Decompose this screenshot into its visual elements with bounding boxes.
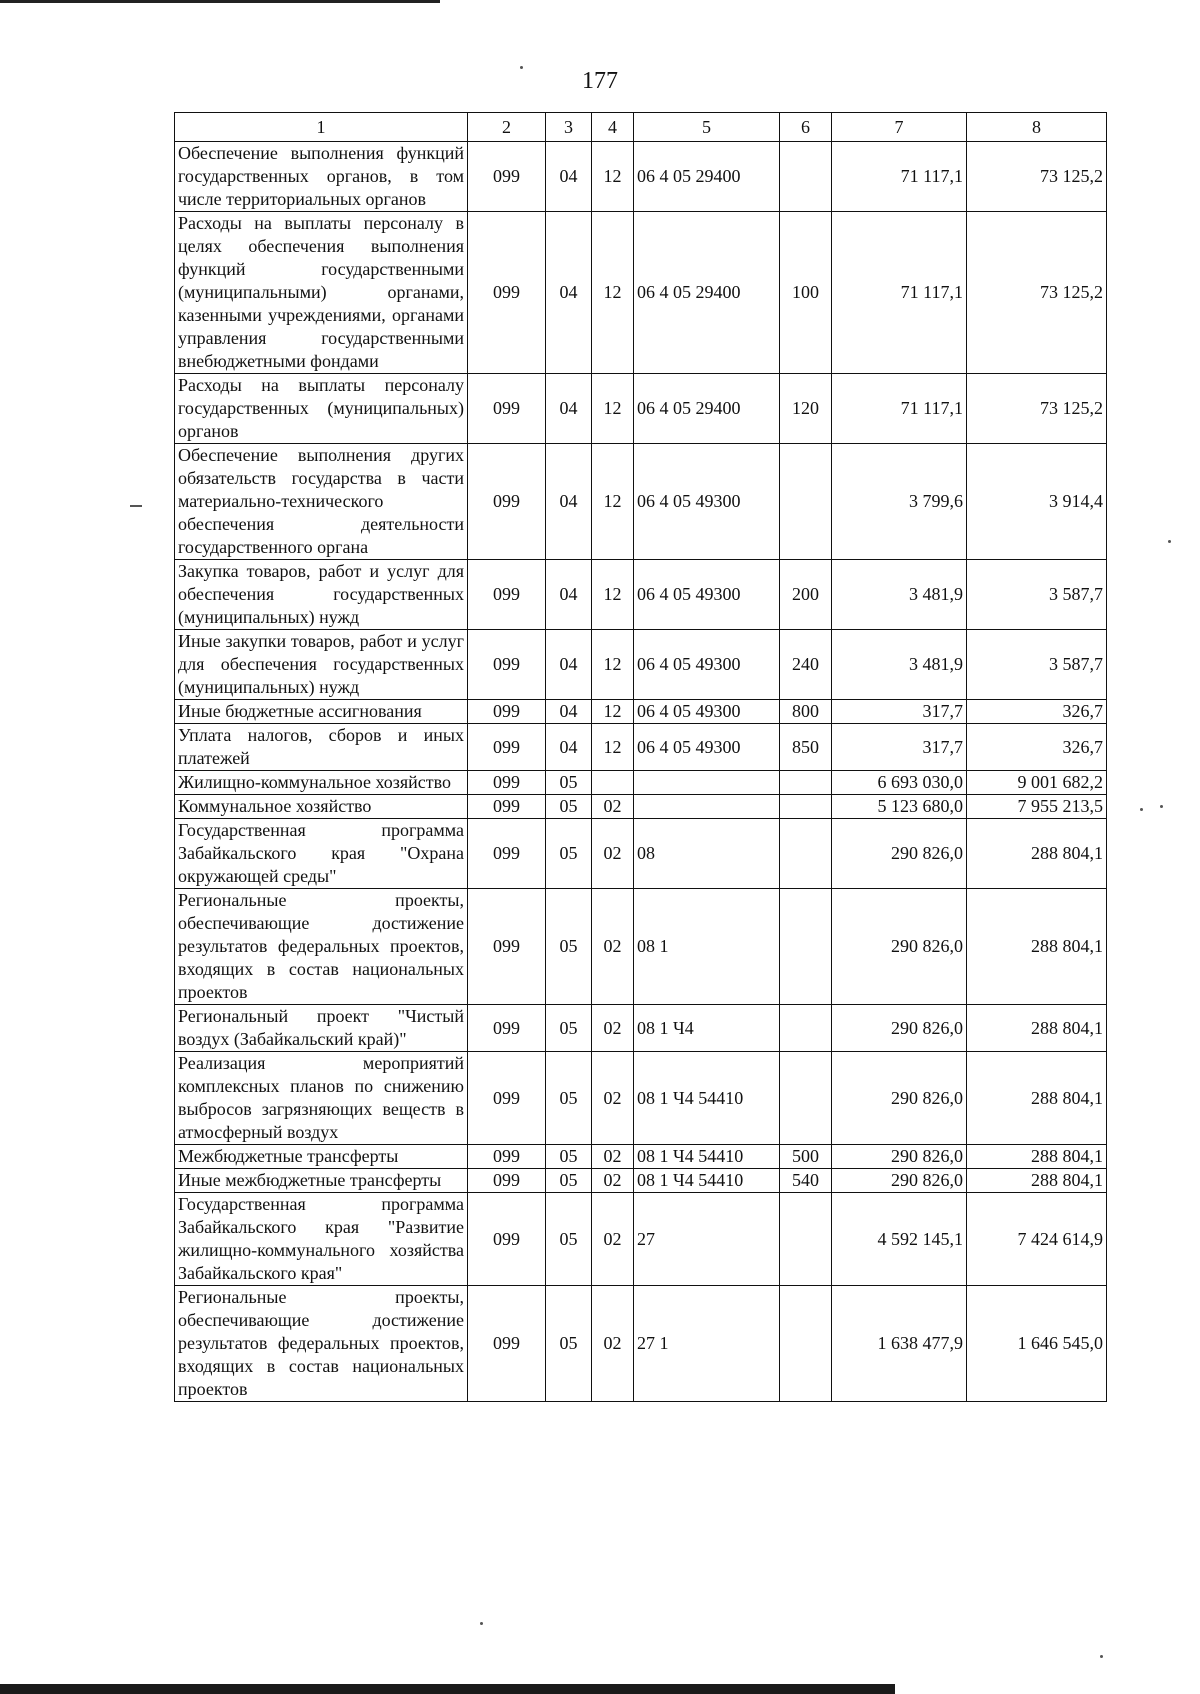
table-row: [175, 1005, 1107, 1052]
amount-col8-cell: 3 914,4: [967, 444, 1107, 560]
item-name-cell: Расходы на выплаты персоналу государственных (муниципальных) органов: [175, 374, 468, 444]
section-code-cell: 05: [546, 1145, 592, 1169]
target-article-cell: 08 1 Ч4 54410: [634, 1052, 780, 1145]
section-code-cell: 05: [546, 819, 592, 889]
section-code-cell: 04: [546, 560, 592, 630]
table-row: [175, 700, 1107, 724]
table-row: [175, 444, 1107, 560]
amount-col8-cell: 7 955 213,5: [967, 795, 1107, 819]
expense-type-cell: 500: [780, 1145, 832, 1169]
ministry-code-cell: 099: [468, 374, 546, 444]
amount-col8-cell: 288 804,1: [967, 889, 1107, 1005]
amount-col7-cell: 290 826,0: [832, 1169, 967, 1193]
target-article-cell: [634, 771, 780, 795]
section-code-cell: 04: [546, 142, 592, 212]
section-code-cell: 05: [546, 795, 592, 819]
column-header: 7: [832, 113, 967, 142]
amount-col8-cell: 9 001 682,2: [967, 771, 1107, 795]
subsection-code-cell: 02: [592, 889, 634, 1005]
item-name-cell: Закупка товаров, работ и услуг для обеспечения государственных (муниципальных) нужд: [175, 560, 468, 630]
amount-col8-cell: 3 587,7: [967, 630, 1107, 700]
subsection-code-cell: 02: [592, 1286, 634, 1402]
expense-type-cell: 100: [780, 212, 832, 374]
section-code-cell: 05: [546, 1169, 592, 1193]
ministry-code-cell: 099: [468, 142, 546, 212]
item-name-cell: Реализация мероприятий комплексных планов по снижению выбросов загрязняющих веществ в атмосферный воздух: [175, 1052, 468, 1145]
ministry-code-cell: 099: [468, 1052, 546, 1145]
item-name-cell: Государственная программа Забайкальского края "Развитие жилищно-коммунального хозяйства Забайкальского края": [175, 1193, 468, 1286]
subsection-code-cell: 02: [592, 1193, 634, 1286]
item-name-cell: Коммунальное хозяйство: [175, 795, 468, 819]
amount-col7-cell: 290 826,0: [832, 819, 967, 889]
section-code-cell: 05: [546, 1052, 592, 1145]
scan-speck: [1168, 540, 1171, 543]
item-name-cell: Жилищно-коммунальное хозяйство: [175, 771, 468, 795]
amount-col7-cell: 290 826,0: [832, 1005, 967, 1052]
budget-table: [174, 112, 1107, 1402]
ministry-code-cell: 099: [468, 444, 546, 560]
amount-col8-cell: 3 587,7: [967, 560, 1107, 630]
subsection-code-cell: 02: [592, 1005, 634, 1052]
ministry-code-cell: 099: [468, 889, 546, 1005]
scan-speck: [1140, 808, 1143, 811]
expense-type-cell: [780, 444, 832, 560]
ministry-code-cell: 099: [468, 819, 546, 889]
target-article-cell: 06 4 05 49300: [634, 560, 780, 630]
subsection-code-cell: 12: [592, 724, 634, 771]
amount-col8-cell: 73 125,2: [967, 374, 1107, 444]
column-header: 5: [634, 113, 780, 142]
table-row: [175, 212, 1107, 374]
amount-col7-cell: 5 123 680,0: [832, 795, 967, 819]
table-row: [175, 630, 1107, 700]
ministry-code-cell: 099: [468, 1005, 546, 1052]
expense-type-cell: [780, 889, 832, 1005]
expense-type-cell: [780, 1052, 832, 1145]
amount-col8-cell: 288 804,1: [967, 1005, 1107, 1052]
item-name-cell: Иные бюджетные ассигнования: [175, 700, 468, 724]
target-article-cell: 27: [634, 1193, 780, 1286]
expense-type-cell: 540: [780, 1169, 832, 1193]
amount-col7-cell: 290 826,0: [832, 889, 967, 1005]
subsection-code-cell: 02: [592, 819, 634, 889]
ministry-code-cell: 099: [468, 700, 546, 724]
table-row: [175, 724, 1107, 771]
amount-col7-cell: 3 481,9: [832, 630, 967, 700]
scan-speck: [520, 66, 523, 69]
item-name-cell: Региональный проект "Чистый воздух (Забайкальский край)": [175, 1005, 468, 1052]
section-code-cell: 04: [546, 212, 592, 374]
ministry-code-cell: 099: [468, 212, 546, 374]
item-name-cell: Региональные проекты, обеспечивающие достижение результатов федеральных проектов, входящих в состав национальных проектов: [175, 889, 468, 1005]
target-article-cell: 08 1 Ч4: [634, 1005, 780, 1052]
item-name-cell: Региональные проекты, обеспечивающие достижение результатов федеральных проектов, входящих в состав национальных проектов: [175, 1286, 468, 1402]
table-row: [175, 819, 1107, 889]
ministry-code-cell: 099: [468, 724, 546, 771]
section-code-cell: 05: [546, 889, 592, 1005]
scan-edge-bottom: [0, 1684, 895, 1694]
subsection-code-cell: [592, 771, 634, 795]
amount-col8-cell: 288 804,1: [967, 1145, 1107, 1169]
target-article-cell: 06 4 05 29400: [634, 374, 780, 444]
amount-col7-cell: 317,7: [832, 724, 967, 771]
table-row: [175, 889, 1107, 1005]
amount-col7-cell: 3 799,6: [832, 444, 967, 560]
expense-type-cell: [780, 819, 832, 889]
table-row: [175, 1145, 1107, 1169]
ministry-code-cell: 099: [468, 795, 546, 819]
section-code-cell: 05: [546, 1005, 592, 1052]
target-article-cell: 06 4 05 49300: [634, 700, 780, 724]
expense-type-cell: [780, 771, 832, 795]
expense-type-cell: [780, 1193, 832, 1286]
section-code-cell: 05: [546, 1193, 592, 1286]
amount-col8-cell: 7 424 614,9: [967, 1193, 1107, 1286]
section-code-cell: 04: [546, 724, 592, 771]
expense-type-cell: 850: [780, 724, 832, 771]
section-code-cell: 05: [546, 1286, 592, 1402]
amount-col8-cell: 326,7: [967, 724, 1107, 771]
ministry-code-cell: 099: [468, 771, 546, 795]
section-code-cell: 04: [546, 700, 592, 724]
item-name-cell: Обеспечение выполнения других обязательств государства в части материально-технического обеспечения деятельности государственного органа: [175, 444, 468, 560]
column-header: 8: [967, 113, 1107, 142]
scan-speck: [1160, 805, 1163, 808]
table-row: [175, 1169, 1107, 1193]
amount-col7-cell: 290 826,0: [832, 1145, 967, 1169]
target-article-cell: [634, 795, 780, 819]
amount-col7-cell: 290 826,0: [832, 1052, 967, 1145]
table-row: [175, 795, 1107, 819]
expense-type-cell: [780, 795, 832, 819]
amount-col7-cell: 4 592 145,1: [832, 1193, 967, 1286]
target-article-cell: 27 1: [634, 1286, 780, 1402]
expense-type-cell: [780, 142, 832, 212]
subsection-code-cell: 12: [592, 444, 634, 560]
item-name-cell: Обеспечение выполнения функций государственных органов, в том числе территориальных органов: [175, 142, 468, 212]
subsection-code-cell: 12: [592, 560, 634, 630]
target-article-cell: 08 1 Ч4 54410: [634, 1169, 780, 1193]
column-header: 2: [468, 113, 546, 142]
amount-col7-cell: 3 481,9: [832, 560, 967, 630]
amount-col7-cell: 317,7: [832, 700, 967, 724]
subsection-code-cell: 02: [592, 1169, 634, 1193]
expense-type-cell: 200: [780, 560, 832, 630]
target-article-cell: 06 4 05 29400: [634, 212, 780, 374]
table-row: [175, 374, 1107, 444]
column-header: 3: [546, 113, 592, 142]
amount-col8-cell: 326,7: [967, 700, 1107, 724]
table-row: [175, 1286, 1107, 1402]
amount-col7-cell: 1 638 477,9: [832, 1286, 967, 1402]
scan-speck: [1100, 1655, 1103, 1658]
section-code-cell: 04: [546, 444, 592, 560]
section-code-cell: 04: [546, 374, 592, 444]
item-name-cell: Расходы на выплаты персоналу в целях обеспечения выполнения функций государственными (муниципальными) органами, казенными учреждениями, органами управления государственными внебюджетными фондами: [175, 212, 468, 374]
ministry-code-cell: 099: [468, 1169, 546, 1193]
amount-col8-cell: 288 804,1: [967, 1169, 1107, 1193]
subsection-code-cell: 12: [592, 700, 634, 724]
table-row: [175, 771, 1107, 795]
column-header: 1: [175, 113, 468, 142]
amount-col7-cell: 71 117,1: [832, 142, 967, 212]
amount-col8-cell: 288 804,1: [967, 1052, 1107, 1145]
subsection-code-cell: 12: [592, 142, 634, 212]
item-name-cell: Уплата налогов, сборов и иных платежей: [175, 724, 468, 771]
expense-type-cell: 800: [780, 700, 832, 724]
subsection-code-cell: 12: [592, 212, 634, 374]
table-body: [175, 142, 1107, 1402]
subsection-code-cell: 02: [592, 795, 634, 819]
table-row: [175, 142, 1107, 212]
amount-col8-cell: 73 125,2: [967, 142, 1107, 212]
target-article-cell: 08 1: [634, 889, 780, 1005]
amount-col8-cell: 1 646 545,0: [967, 1286, 1107, 1402]
section-code-cell: 04: [546, 630, 592, 700]
target-article-cell: 08: [634, 819, 780, 889]
subsection-code-cell: 02: [592, 1052, 634, 1145]
item-name-cell: Межбюджетные трансферты: [175, 1145, 468, 1169]
scan-speck: [130, 505, 142, 507]
column-header: 6: [780, 113, 832, 142]
expense-type-cell: [780, 1005, 832, 1052]
subsection-code-cell: 12: [592, 374, 634, 444]
amount-col7-cell: 6 693 030,0: [832, 771, 967, 795]
item-name-cell: Иные закупки товаров, работ и услуг для обеспечения государственных (муниципальных) нужд: [175, 630, 468, 700]
page-number: 177: [582, 68, 618, 94]
ministry-code-cell: 099: [468, 1145, 546, 1169]
ministry-code-cell: 099: [468, 1286, 546, 1402]
amount-col8-cell: 288 804,1: [967, 819, 1107, 889]
scan-edge-top: [0, 0, 440, 3]
scan-speck: [480, 1622, 483, 1625]
table-row: [175, 560, 1107, 630]
expense-type-cell: 240: [780, 630, 832, 700]
ministry-code-cell: 099: [468, 630, 546, 700]
target-article-cell: 06 4 05 49300: [634, 630, 780, 700]
column-header: 4: [592, 113, 634, 142]
expense-type-cell: [780, 1286, 832, 1402]
table-row: [175, 1052, 1107, 1145]
section-code-cell: 05: [546, 771, 592, 795]
amount-col7-cell: 71 117,1: [832, 212, 967, 374]
amount-col8-cell: 73 125,2: [967, 212, 1107, 374]
target-article-cell: 08 1 Ч4 54410: [634, 1145, 780, 1169]
amount-col7-cell: 71 117,1: [832, 374, 967, 444]
ministry-code-cell: 099: [468, 560, 546, 630]
header-row: [175, 113, 1107, 142]
target-article-cell: 06 4 05 49300: [634, 444, 780, 560]
ministry-code-cell: 099: [468, 1193, 546, 1286]
item-name-cell: Государственная программа Забайкальского края "Охрана окружающей среды": [175, 819, 468, 889]
table-row: [175, 1193, 1107, 1286]
target-article-cell: 06 4 05 29400: [634, 142, 780, 212]
subsection-code-cell: 12: [592, 630, 634, 700]
item-name-cell: Иные межбюджетные трансферты: [175, 1169, 468, 1193]
expense-type-cell: 120: [780, 374, 832, 444]
subsection-code-cell: 02: [592, 1145, 634, 1169]
target-article-cell: 06 4 05 49300: [634, 724, 780, 771]
